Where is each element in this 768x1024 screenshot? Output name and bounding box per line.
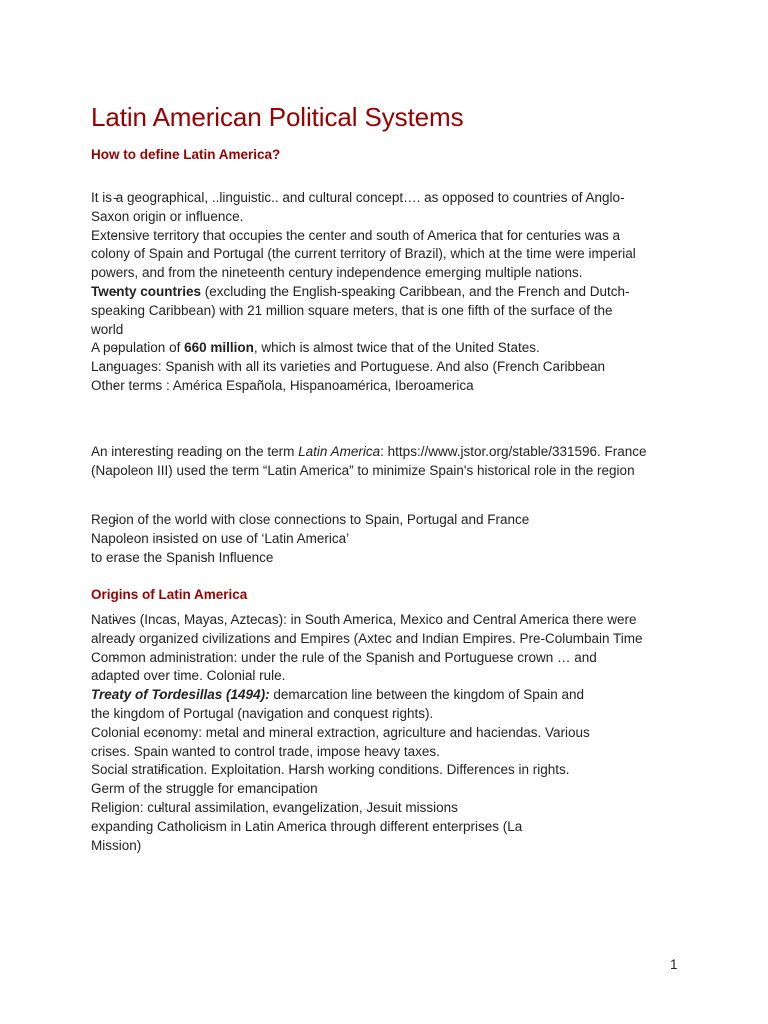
treaty-term: Treaty of Tordesillas (1494):: [91, 687, 270, 703]
list-item: - Common administration: under the rule of the Spanish and Portuguese crown … and adapted over time. Colonial rule.: [91, 649, 646, 687]
list-item: - Region of the world with close connections to Spain, Portugal and France: [91, 511, 646, 530]
bold-text: 660 million: [184, 340, 254, 356]
define-list: [91, 189, 691, 396]
origins-list: [91, 611, 691, 855]
italic-term: Latin America: [298, 444, 381, 459]
document-title: Latin American Political Systems: [91, 102, 464, 132]
list-subsubitem: - expanding Catholicism in Latin America through different enterprises (La Mission): [91, 818, 556, 856]
list-item: - It is a geographical, ..linguistic.. and cultural concept…. as opposed to countries of Anglo-Saxon origin or influence.: [91, 189, 646, 227]
section-heading-origins: Origins of Latin America: [91, 587, 248, 602]
list-subitem: - Social stratification. Exploitation. Harsh working conditions. Differences in rights. Germ of the struggle for emancipation: [91, 761, 601, 799]
list-subitem: - Napoleon insisted on use of ‘Latin America’: [91, 530, 601, 549]
list-item: - Extensive territory that occupies the center and south of America that for centuries was a colony of Spain and Portugal (the current territory of Brazil), which at the time were imperial powers, and from the nineteenth century independence emerging multiple nations.: [91, 227, 646, 283]
list-item: - Other terms : América Española, Hispanoamérica, Iberoamerica: [91, 377, 646, 396]
list-item: - Natives (Incas, Mayas, Aztecas): in South America, Mexico and Central America there were already organized civilizations and Empires (Axtec and Indian Empires. Pre-Columbain Time: [91, 611, 646, 649]
list-subitem: - Colonial economy: metal and mineral extraction, agriculture and haciendas. Various crises. Spain wanted to control trade, impose heavy taxes.: [91, 724, 601, 762]
region-list: [91, 511, 691, 567]
page-number: 1: [670, 957, 678, 972]
list-subitem: - Religion: cultural assimilation, evangelization, Jesuit missions: [91, 799, 601, 818]
list-subsubitem: - to erase the Spanish Influence: [91, 549, 556, 568]
list-item: - Twenty countries (excluding the English-speaking Caribbean, and the French and Dutch-speaking Caribbean) with 21 million square meters, that is one fifth of the surface of the world: [91, 283, 646, 339]
list-subitem: - Treaty of Tordesillas (1494): demarcation line between the kingdom of Spain and the kingdom of Portugal (navigation and conquest rights).: [91, 686, 601, 724]
reading-paragraph: An interesting reading on the term Latin America: https://www.jstor.org/stable/331596. France (Napoleon III) used the term “Latin America” to minimize Spain's historical role in the region: [91, 444, 647, 478]
list-item: - Languages: Spanish with all its varieties and Portuguese. And also (French Caribbean: [91, 358, 646, 377]
section-heading-define: How to define Latin America?: [91, 147, 281, 162]
list-item: - A population of 660 million, which is almost twice that of the United States.: [91, 339, 646, 358]
bold-text: Twenty countries: [91, 283, 202, 299]
